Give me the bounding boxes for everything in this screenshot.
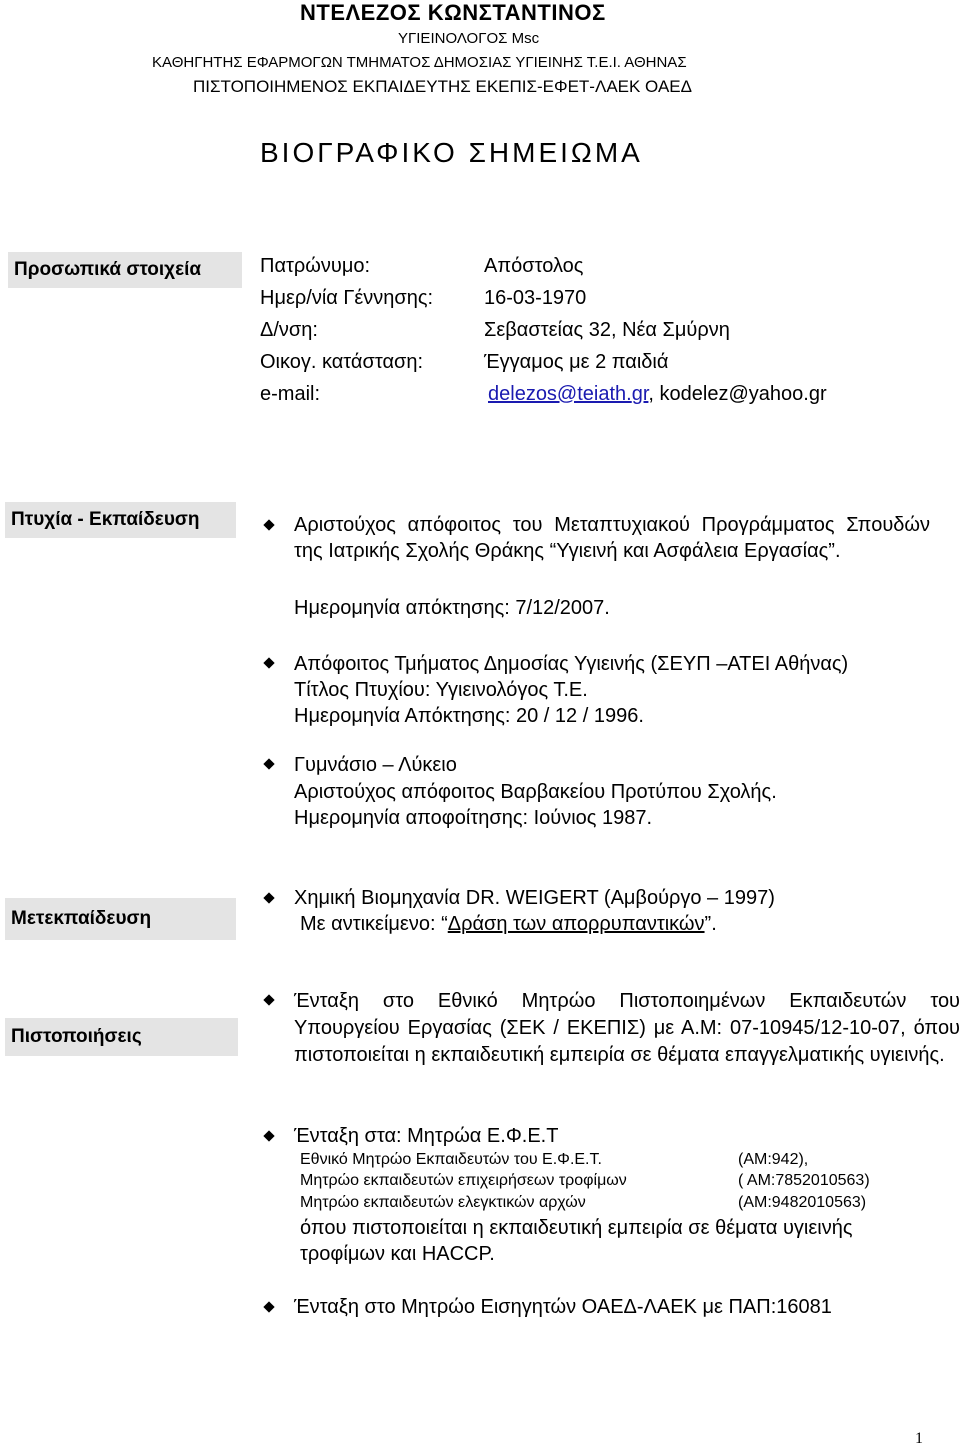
personal-key-birthdate: Ημερ/νία Γέννησης: xyxy=(260,287,434,309)
bullet-diamond-icon xyxy=(263,994,274,1005)
section-label-personal: Προσωπικά στοιχεία xyxy=(8,252,242,288)
education-item-2-line3: Ημερομηνία Απόκτησης: 20 / 12 / 1996. xyxy=(294,705,644,727)
person-position: ΚΑΘΗΓΗΤΗΣ ΕΦΑΡΜΟΓΩΝ ΤΜΗΜΑΤΟΣ ΔΗΜΟΣΙΑΣ ΥΓΙΕΙΝΗΣ Τ.Ε.Ι. ΑΘΗΝΑΣ xyxy=(152,54,687,71)
email-link-teiath[interactable]: delezos@teiath. xyxy=(488,383,632,405)
personal-value-email xyxy=(488,382,827,406)
email-other: , kodelez@yahoo.gr xyxy=(648,383,827,405)
education-item-1-text: Αριστούχος απόφοιτος του Μεταπτυχιακού Προγράμματος Σπουδών της Ιατρικής Σχολής Θράκης “Υγιεινή και Ασφάλεια Εργασίας”. xyxy=(294,514,930,562)
bullet-diamond-icon xyxy=(263,1130,274,1141)
cert-item-2-title: Ένταξη στα: Μητρώα Ε.Φ.Ε.Τ xyxy=(294,1125,559,1147)
cert-item-1: Ένταξη στο Εθνικό Μητρώο Πιστοποιημένων Εκπαιδευτών του Υπουργείου Εργασίας (ΣΕΚ / ΕΚΕΠΙΣ) με Α.Μ: 07-10945/12-10-07, όπου πιστοποιείται η εκπαιδευτική εμπειρία σε θέματα επαγγελματικής υγιεινής. xyxy=(294,990,960,1066)
registry-am-1: (ΑΜ:942), xyxy=(738,1151,809,1168)
personal-value-patronymic: Απόστολος xyxy=(484,255,584,277)
registry-name-2: Μητρώο εκπαιδευτών επιχειρήσεων τροφίμων xyxy=(300,1172,627,1189)
personal-key-marital: Οικογ. κατάσταση: xyxy=(260,351,424,373)
education-item-3-line2: Αριστούχος απόφοιτος Βαρβακείου Προτύπου Σχολής. xyxy=(294,781,777,803)
personal-value-marital: Έγγαμος με 2 παιδιά xyxy=(484,351,669,373)
registry-name-1: Εθνικό Μητρώο Εκπαιδευτών του Ε.Φ.Ε.Τ. xyxy=(300,1151,602,1168)
cert-item-2-note-1: όπου πιστοποιείται η εκπαιδευτική εμπειρία σε θέματα υγιεινής xyxy=(300,1217,853,1239)
bullet-diamond-icon xyxy=(263,519,274,530)
person-certification: ΠΙΣΤΟΠΟΙΗΜΕΝΟΣ ΕΚΠΑΙΔΕΥΤΗΣ ΕΚΕΠΙΣ-ΕΦΕΤ-ΛΑΕΚ ΟΑΕΔ xyxy=(193,77,693,96)
postgrad-line2 xyxy=(300,912,717,936)
document-title: ΒΙΟΓΡΑΦΙΚΟ ΣΗΜΕΙΩΜΑ xyxy=(260,137,643,168)
cert-item-2-note-2: τροφίμων και HACCP. xyxy=(300,1243,495,1265)
bullet-diamond-icon xyxy=(263,1301,274,1312)
cert-item-3: Ένταξη στο Μητρώο Εισηγητών ΟΑΕΔ-ΛΑΕΚ με ΠΑΠ:16081 xyxy=(294,1296,832,1318)
registry-am-3: (ΑΜ:9482010563) xyxy=(738,1194,867,1211)
personal-value-birthdate: 16-03-1970 xyxy=(484,287,587,309)
section-label-education: Πτυχία - Εκπαίδευση xyxy=(5,502,236,538)
personal-key-email: e-mail: xyxy=(260,383,321,405)
postgrad-line1: Χημική Βιομηχανία DR. WEIGERT (Αμβούργο – 1997) xyxy=(294,887,775,909)
person-title: ΥΓΙΕΙΝΟΛΟΓΟΣ Msc xyxy=(398,30,540,47)
person-name: ΝΤΕΛΕΖΟΣ ΚΩΝΣΤΑΝΤΙΝΟΣ xyxy=(300,0,606,25)
page-number: 1 xyxy=(915,1430,923,1447)
bullet-diamond-icon xyxy=(263,758,274,769)
personal-value-address: Σεβαστείας 32, Νέα Σμύρνη xyxy=(484,319,730,341)
education-item-3-line3: Ημερομηνία αποφοίτησης: Ιούνιος 1987. xyxy=(294,807,652,829)
registry-am-2: ( ΑΜ:7852010563) xyxy=(738,1172,870,1189)
bullet-diamond-icon xyxy=(263,657,274,668)
bullet-diamond-icon xyxy=(263,892,274,903)
postgrad-topic-link[interactable]: Δράση των απορρυπαντικών xyxy=(447,913,705,935)
section-label-postgrad: Μετεκπαίδευση xyxy=(5,898,236,940)
section-label-certifications: Πιστοποιήσεις xyxy=(5,1018,238,1056)
education-item-2-line1: Απόφοιτος Τμήματος Δημοσίας Υγιεινής (ΣΕΥΠ –ΑΤΕΙ Αθήνας) xyxy=(294,653,849,675)
personal-key-address: Δ/νση: xyxy=(260,319,318,341)
email-link-teiath-tld[interactable]: gr xyxy=(631,383,649,405)
postgrad-line2-suffix: ”. xyxy=(704,913,717,935)
education-item-1-date: Ημερομηνία απόκτησης: 7/12/2007. xyxy=(294,597,610,619)
education-item-2-line2: Τίτλος Πτυχίου: Υγιεινολόγος Τ.Ε. xyxy=(294,679,588,701)
registry-name-3: Μητρώο εκπαιδευτών ελεγκτικών αρχών xyxy=(300,1194,586,1211)
education-item-3-line1: Γυμνάσιο – Λύκειο xyxy=(294,754,457,776)
personal-key-patronymic: Πατρώνυμο: xyxy=(260,255,371,277)
postgrad-line2-prefix: Με αντικείμενο: “ xyxy=(300,913,448,935)
